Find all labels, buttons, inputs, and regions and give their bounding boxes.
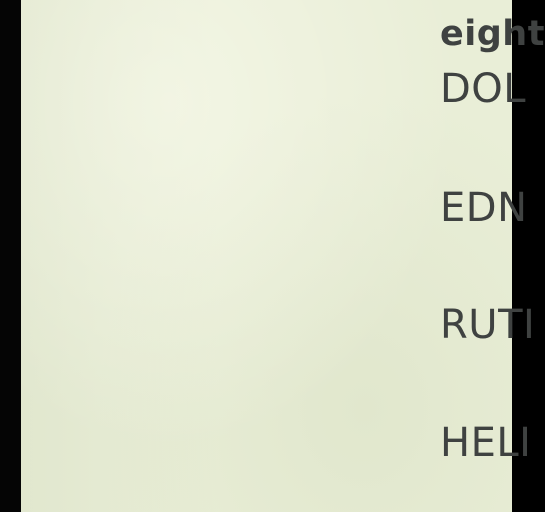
- heading-fragment: eight: [440, 14, 545, 54]
- name-line-4: HELI: [440, 420, 532, 466]
- scanned-page: [21, 0, 545, 512]
- name-line-3: RUTI: [440, 302, 536, 348]
- book-spine-shadow: [0, 0, 21, 512]
- name-line-1: DOL: [440, 66, 527, 112]
- name-line-2: EDN: [440, 185, 528, 231]
